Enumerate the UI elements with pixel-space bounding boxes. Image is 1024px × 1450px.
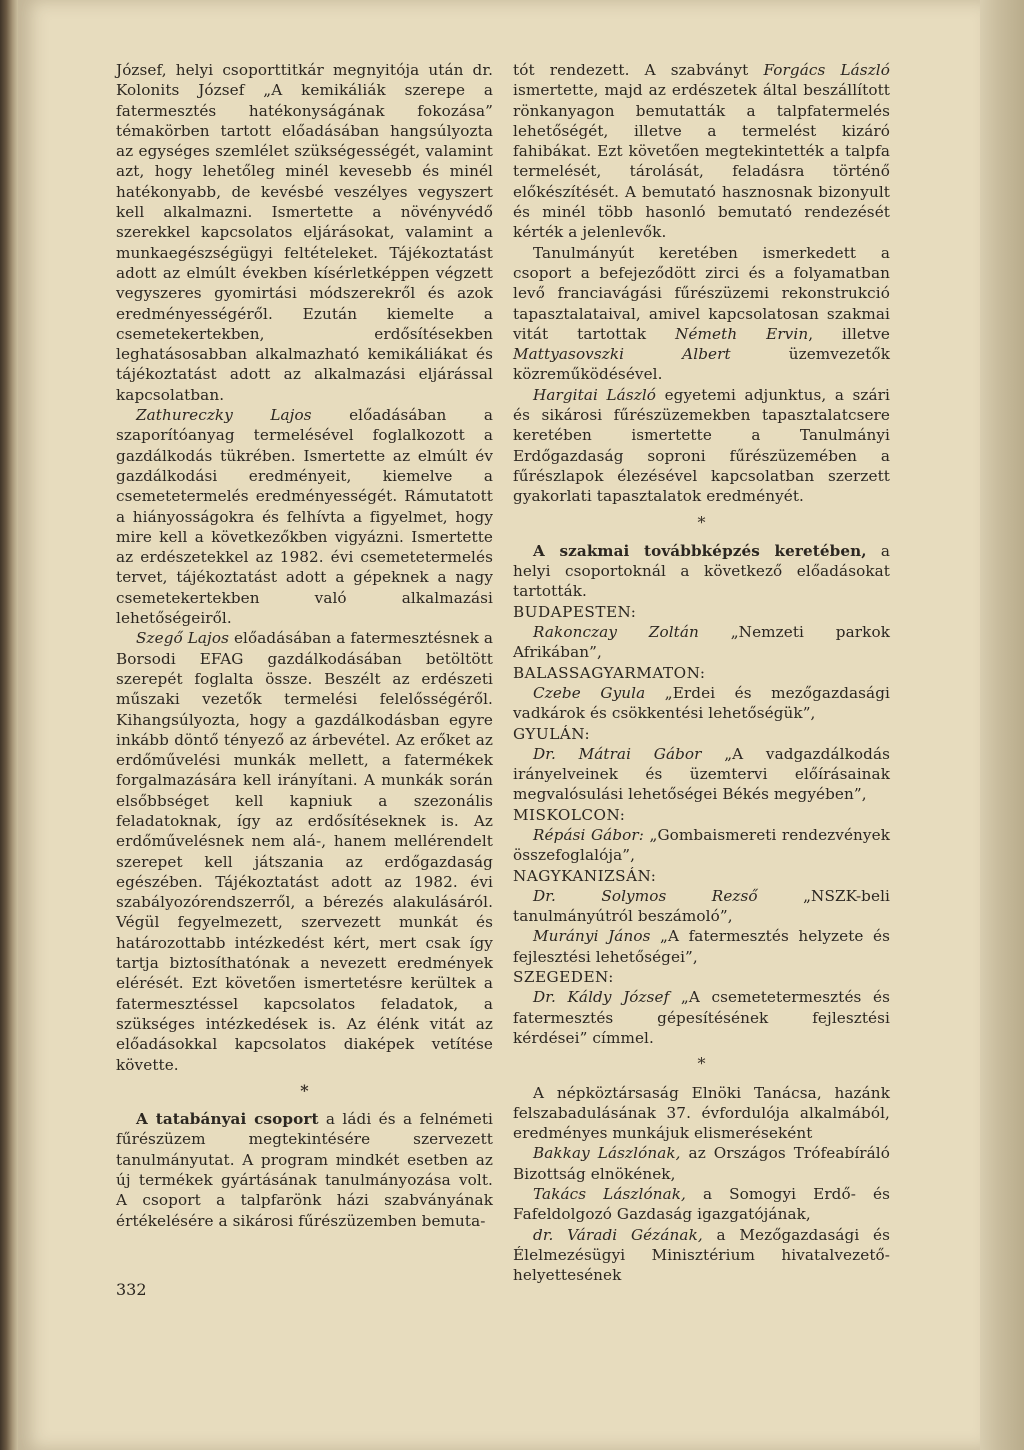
paragraph-text: a helyi csoportoknál a következő előadásokat tartották. — [513, 541, 890, 601]
awardee-name: Bakkay Lászlónak, — [533, 1144, 681, 1163]
lecture-entry — [513, 825, 890, 866]
paragraph — [513, 60, 890, 243]
lecture-entry — [513, 622, 890, 663]
lecture-title: „Erdei és mezőgazdasági vadkárok és csökkentési lehetőségük”, — [513, 683, 890, 723]
section-separator: * — [697, 512, 706, 532]
paragraph — [116, 60, 493, 405]
city-heading: MISKOLCON: — [513, 805, 626, 824]
section-separator: * — [300, 1080, 309, 1100]
paragraph-text: ismertette, majd az erdészetek által beszállított rönkanyagon bemutatták a talpfatermelés lehetőségét, illetve a termelést kizáró fahibákat. Ezt követően megtekintették a talpfa termelését, tárolását, feladásra történő előkészítését. A bemutató hasznosnak bizonyult és minél több hasonló bemutató rendezését kérték a jelenlevők. — [513, 81, 890, 242]
awardee-title: a Somogyi Erdő- és Fafeldolgozó Gazdaság igazgatójának, — [513, 1185, 890, 1224]
lecture-entry — [513, 744, 890, 805]
lecture-entry — [513, 886, 890, 927]
lecturer-name: Murányi János — [533, 927, 651, 946]
paragraph-text: előadásában a szaporítóanyag termelésével foglalkozott a gazdálkodás tükrében. Ismertette az elmúlt év gazdálkodási eredményeit, kiemelve a csemetetermelés eredményességét. Rámutatott a hiányosságokra és felhívta a figyelmet, hogy mire kell a következőkben vigyázni. Ismertette az erdészetekkel az 1982. évi csemetetermelés tervet, tájékoztatást adott a gépeknek a nagy csemetekertekben való alkalmazási lehetőségeiről. — [116, 406, 493, 628]
lecturer-name: Dr. Káldy József — [533, 988, 670, 1007]
lecture-title: „A fatermesztés helyzete és fejlesztési lehetőségei”, — [513, 927, 890, 966]
page-edge — [980, 0, 1024, 1450]
speaker-name: Szegő Lajos — [136, 629, 229, 648]
awardee-name: dr. Váradi Gézának, — [533, 1225, 703, 1244]
award-entry — [513, 1184, 890, 1225]
section-lead: A tatabányai csoport — [136, 1110, 319, 1129]
person-name: Németh Ervin — [675, 324, 809, 343]
paragraph-text: József, helyi csoporttitkár megnyitója után dr. Kolonits József „A kemikáliák szerepe a fatermesztés hatékonyságának fokozása” témakörben tartott előadásában hangsúlyozta az egységes szemlélet szükségességét, valamint azt, hogy lehetőleg minél kevesebb és minél hatékonyabb, de kevésbé veszélyes vegyszert kell alkalmazni. Ismertette a növényvédő szerekkel kapcsolatos eljárásokat, valamint a munkaegészségügyi feltételeket. Tájékoztatást adott az elmúlt években kísérletképpen végzett vegyszeres gyomirtási módszerekről és azok eredményességéről. Ezután kiemelte a csemetekertekben, erdősítésekben leghatásosabban alkalmazható kemikáliákat és tájékoztatást adott az alkalmazási eljárással kapcsolatban. — [116, 61, 493, 404]
book-binding — [0, 0, 18, 1450]
page-number: 332 — [116, 1280, 147, 1299]
lecturer-name: Dr. Mátrai Gábor — [533, 744, 702, 763]
lecture-entry — [513, 926, 890, 967]
paragraph — [116, 1109, 493, 1231]
person-name: Forgács László — [763, 61, 890, 79]
lecture-entry — [513, 987, 890, 1048]
paragraph-text: Tanulmányút keretében ismerkedett a csoport a befejeződött zirci és a folyamatban levő franciavágási fűrészüzemi rekonstrukció tapasztalataival, amivel kapcsolatosan szakmai vitát tartottak — [513, 243, 890, 343]
paragraph-text: egyetemi adjunktus, a szári és sikárosi fűrészüzemekben tapasztalatcsere keretében ismertette a Tanulmányi Erdőgazdaság soproni fűrészüzemében a fűrészlapok élezésével kapcsolatban szerzett gyakorlati tapasztalatok eredményét. — [513, 385, 890, 506]
paragraph-text: a ládi és a felnémeti fűrészüzem megtekintésére szervezett tanulmányutat. A program mindkét esetben az új termékek gyártásának tanulmányozása volt. A csoport a talpfarönk házi szabványának értékelésére a sikárosi fűrészüzemben bemuta- — [116, 1110, 494, 1230]
award-entry — [513, 1143, 890, 1184]
section-separator: * — [697, 1054, 706, 1074]
lecturer-name: Rakonczay Zoltán — [533, 623, 699, 642]
paragraph — [116, 628, 493, 1075]
award-entry — [513, 1225, 890, 1286]
right-column — [513, 60, 890, 1286]
paragraph — [513, 541, 890, 602]
paragraph-text: előadásában a fatermesztésnek a Borsodi EFAG gazdálkodásában betöltött szerepét foglalta össze. Beszélt az erdészeti műszaki vezetők termelési felelősségéről. Kihangsúlyozta, hogy a gazdálkodásban egyre inkább döntő tényező az árbevétel. Az erőket az erdőművelési munkák mellett, a fatermékek forgalmazására kell irányítani. A munkák során elsőbbséget kell kapniuk a szezonális feladatoknak, így az erdősítéseknek is. Az erdőművelésnek nem alá-, hanem mellérendelt szerepet kell játszania az erdőgazdaság egészében. Tájékoztatást adott az 1982. évi szabályozórendszerről, a bérezés alakulásáról. Végül fegyelmezett, szervezett munkát és határozottabb intézkedést kért, mert csak így tartja biztosíthatónak a nevezett eredmények elérését. Ezt követően ismertetésre kerültek a fatermesztéssel kapcsolatos feladatok, a szükséges intézkedések is. Az élénk vitát az előadásokkal kapcsolatos diaképek vetítése követte. — [116, 629, 493, 1074]
city-heading: BALASSAGYARMATON: — [513, 663, 706, 682]
person-name: Hargitai László — [533, 385, 657, 404]
lecturer-name: Répási Gábor: — [533, 825, 644, 844]
lecture-title: „Nemzeti parkok Afrikában”, — [513, 623, 890, 662]
paragraph — [116, 405, 493, 628]
paragraph-text: üzemvezetők közreműködésével. — [513, 345, 890, 384]
paragraph — [513, 243, 890, 385]
city-heading: NAGYKANIZSÁN: — [513, 866, 657, 885]
lecture-title: „Gombaismereti rendezvények összefoglalója”, — [513, 825, 890, 865]
lecture-entry — [513, 683, 890, 724]
paragraph-text: tót rendezett. A szabványt — [513, 61, 764, 79]
lecture-title: „A vadgazdálkodás irányelveinek és üzemtervi előírásainak megvalósulási lehetőségei Békés megyében”, — [513, 744, 890, 804]
lecturer-name: Czebe Gyula — [533, 683, 646, 702]
section-lead: A szakmai továbbképzés keretében, — [533, 541, 867, 560]
awardee-name: Takács Lászlónak, — [533, 1185, 686, 1204]
lecture-title: „NSZK-beli tanulmányútról beszámoló”, — [513, 886, 890, 926]
speaker-name: Zathureczky Lajos — [136, 406, 312, 425]
city-heading: SZEGEDEN: — [513, 968, 614, 987]
lecturer-name: Dr. Solymos Rezső — [533, 886, 758, 905]
awardee-title: a Mezőgazdasági és Élelmezésügyi Minisztérium hivatalvezető-helyettesének — [513, 1225, 891, 1285]
awardee-title: az Országos Trófeabíráló Bizottság elnökének, — [513, 1144, 890, 1183]
paragraph — [513, 385, 890, 507]
paragraph-text: , illetve — [808, 324, 890, 343]
city-heading: GYULÁN: — [513, 724, 591, 743]
city-heading: BUDAPESTEN: — [513, 602, 637, 621]
lecture-title: „A csemetetermesztés és fatermesztés gépesítésének fejlesztési kérdései” címmel. — [513, 988, 890, 1047]
person-name: Mattyasovszki Albert — [513, 345, 731, 364]
paragraph: A népköztársaság Elnöki Tanácsa, hazánk felszabadulásának 37. évfordulója alkalmából, eredményes munkájuk elismeréseként — [513, 1083, 890, 1143]
left-column — [116, 60, 493, 1231]
